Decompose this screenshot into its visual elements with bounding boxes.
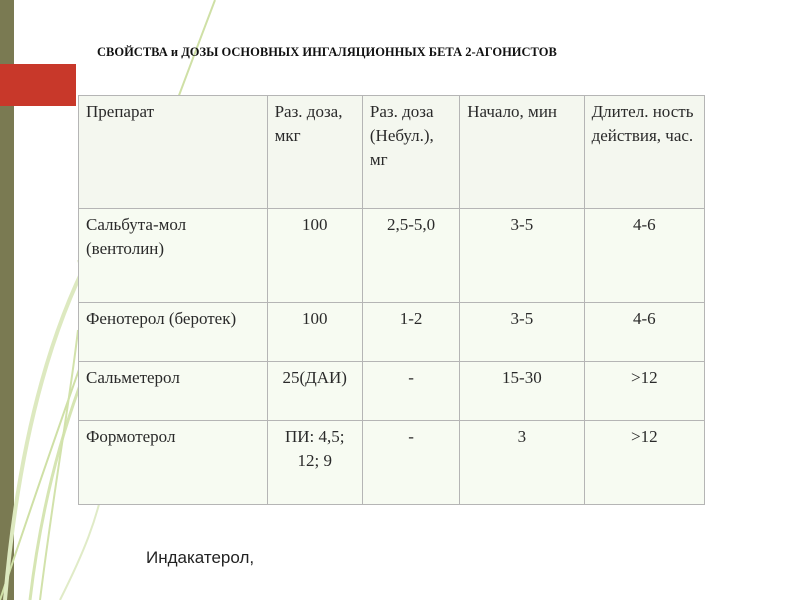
cell-nebulizer-dose: 2,5-5,0 [362,209,459,303]
header-single-dose: Раз. доза, мкг [267,96,362,209]
table-row [79,303,705,362]
cell-single-dose: ПИ: 4,5; 12; 9 [267,421,362,505]
header-drug: Препарат [79,96,268,209]
slide-title: СВОЙСТВА и ДОЗЫ ОСНОВНЫХ ИНГАЛЯЦИОННЫХ БЕТА 2-АГОНИСТОВ [97,45,557,59]
cell-duration: 4-6 [584,303,704,362]
header-onset: Начало, мин [460,96,584,209]
cell-duration: >12 [584,421,704,505]
cell-drug: Сальметерол [79,362,268,421]
table-header-row [79,96,705,209]
cell-drug: Формотерол [79,421,268,505]
drug-table [78,95,705,505]
cell-single-dose: 100 [267,209,362,303]
table-row [79,209,705,303]
cell-duration: 4-6 [584,209,704,303]
cell-drug: Сальбута-мол (вентолин) [79,209,268,303]
cell-nebulizer-dose: - [362,421,459,505]
header-duration: Длител. ность действия, час. [584,96,704,209]
cell-single-dose: 100 [267,303,362,362]
cell-nebulizer-dose: - [362,362,459,421]
header-nebulizer-dose: Раз. доза (Небул.), мг [362,96,459,209]
cell-single-dose: 25(ДАИ) [267,362,362,421]
cell-onset: 3-5 [460,303,584,362]
table-row [79,421,705,505]
cell-nebulizer-dose: 1-2 [362,303,459,362]
cell-onset: 3-5 [460,209,584,303]
cell-onset: 3 [460,421,584,505]
cell-drug: Фенотерол (беротек) [79,303,268,362]
table-row [79,362,705,421]
cell-onset: 15-30 [460,362,584,421]
cell-duration: >12 [584,362,704,421]
footer-text: Индакатерол, [146,548,255,567]
title-accent-bar [0,64,76,106]
